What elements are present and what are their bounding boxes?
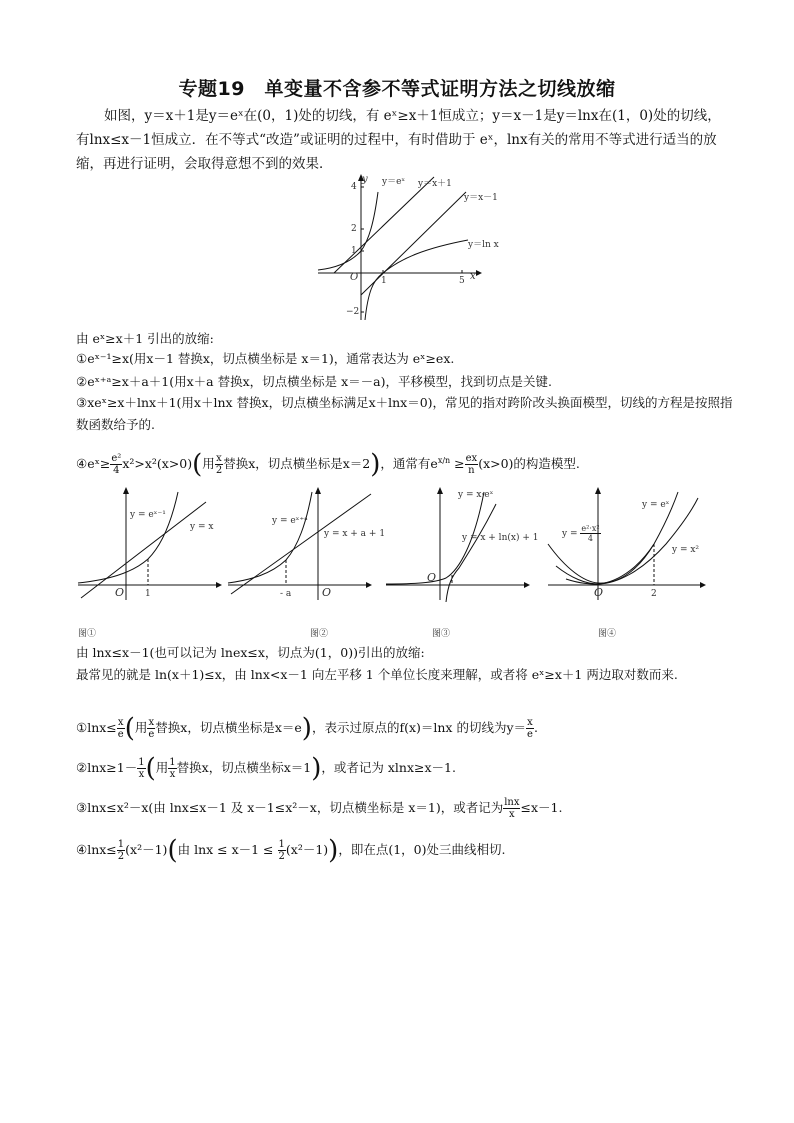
fig1-tick: 1 xyxy=(145,589,151,599)
tick-x-5: 5 xyxy=(459,276,465,286)
fig1-origin: O xyxy=(115,586,125,599)
fig2-tick: - a xyxy=(280,589,292,599)
s1-item-2: ②eˣ⁺ᵃ≥x＋a＋1(用x＋a 替换x，切点横坐标是 x＝－a)，平移模型，找到切点是关键. xyxy=(76,374,552,389)
figure-3-graph xyxy=(384,484,534,602)
fig4-origin: O xyxy=(594,586,604,599)
fig1-caption: 图① xyxy=(78,629,97,639)
s1-item-4: ④eˣ≥ $\frac{\text{e²}}{4}$ x²>x²(x>0)(用 $\frac{x}{2}$ 替换x，切点横坐标是x＝2)，通常有$e^{x/n}$ ≥ $\frac{ex}{n}$ (x>0)的构造模型. xyxy=(76,449,580,480)
fig2-origin: O xyxy=(322,586,332,599)
main-y-axis-label: y xyxy=(362,174,368,185)
fig4-curve-b: y = x² xyxy=(672,545,700,555)
section2-heading: 由 lnx≤x－1(也可以记为 lnex≤x，切点为(1，0))引出的放缩: xyxy=(76,645,425,660)
fig2-caption: 图② xyxy=(310,629,329,639)
label-lnx: y＝ln x xyxy=(468,240,499,250)
fig2-curve-b: y = x + a + 1 xyxy=(324,529,386,539)
s2-item-3: ③lnx≤x²－x(由 lnx≤x－1 及 x－1≤x²－x，切点横坐标是 x＝1)，或者记为 $\frac{\ln x}{x}$ ≤x－1. xyxy=(76,797,563,820)
section2-text: 最常见的就是 ln(x＋1)≤x，由 lnx<x－1 向左平移 1 个单位长度来理解，或者将 eˣ≥x＋1 两边取对数而来. xyxy=(76,667,678,682)
main-function-graph xyxy=(316,172,484,324)
tick-y-4: 4 xyxy=(351,182,357,192)
main-origin-label: O xyxy=(350,272,359,283)
fig3-curve-b: y = x + ln(x) + 1 xyxy=(462,533,539,543)
intro-paragraph: 如图，y＝x＋1是y＝eˣ在(0，1)处的切线，有 eˣ≥x＋1恒成立；y＝x－1是y＝lnx在(1，0)处的切线，有lnx≤x－1恒成立．在不等式“改造”或证明的过程中，有时借助于 eˣ，lnx有关的常用不等式进行适当的放缩，再进行证明，会取得意想不到的效果． xyxy=(76,108,721,172)
s2-item-2: ②lnx≥1－ $\frac{1}{x}$ (用 $\frac{1}{x}$ 替换x，切点横坐标x＝1)，或者记为 xlnx≥x－1. xyxy=(76,753,456,784)
fig4-caption: 图④ xyxy=(598,629,617,639)
section1-heading: 由 eˣ≥x＋1 引出的放缩: xyxy=(76,331,214,346)
s1-item-1: ①eˣ⁻¹≥x(用x－1 替换x，切点横坐标是 x＝1)，通常表达为 eˣ≥ex. xyxy=(76,351,455,366)
tick-y-neg2: −2 xyxy=(346,307,360,317)
s2-item-4: ④lnx≤ $\frac{1}{2}$ (x²－1)(由 lnx ≤ x－1 ≤ $\frac{1}{2}$ (x²－1))，即在点(1，0)处三曲线相切. xyxy=(76,835,506,866)
fig1-curve-b: y = x xyxy=(190,522,214,532)
fig3-curve-a: y = x·eˣ xyxy=(458,490,494,500)
fig4-tick: 2 xyxy=(651,589,657,599)
label-x-plus-1: y＝x＋1 xyxy=(418,179,452,189)
main-x-axis-label: x xyxy=(470,271,476,282)
figure-4-graph xyxy=(546,484,708,602)
tick-x-1: 1 xyxy=(381,276,387,286)
label-x-minus-1: y＝x－1 xyxy=(464,193,498,203)
s2-item-1: ①lnx≤ $\frac{x}{e}$ (用 $\frac{x}{e}$ 替换x，切点横坐标是x＝e)，表示过原点的f(x)＝lnx 的切线为y＝ $\frac{x}{e}$ . xyxy=(76,713,538,744)
figure-2-graph xyxy=(226,484,376,602)
fig3-origin: O xyxy=(427,571,437,584)
fig4-curve-a: y = eˣ xyxy=(642,500,670,510)
fig4-curve-c: y = $\frac{\text{e²·x²}}{4}$ xyxy=(562,524,600,543)
figure-1-graph xyxy=(76,484,226,602)
fig3-caption: 图③ xyxy=(432,629,451,639)
label-ex: y＝eˣ xyxy=(382,177,406,187)
page-title: 专题19 单变量不含参不等式证明方法之切线放缩 xyxy=(178,78,616,100)
fig2-curve-a: y = eˣ⁺ᵃ xyxy=(272,516,308,526)
s1-item-3: ③xeˣ≥x＋lnx＋1(用x＋lnx 替换x，切点横坐标满足x＋lnx＝0)，常见的指对跨阶改头换面模型，切线的方程是按照指数函数给予的. xyxy=(76,395,733,432)
tick-y-2: 2 xyxy=(351,224,357,234)
fig1-curve-a: y = eˣ⁻¹ xyxy=(130,510,166,520)
tick-y-1: 1 xyxy=(351,246,357,256)
